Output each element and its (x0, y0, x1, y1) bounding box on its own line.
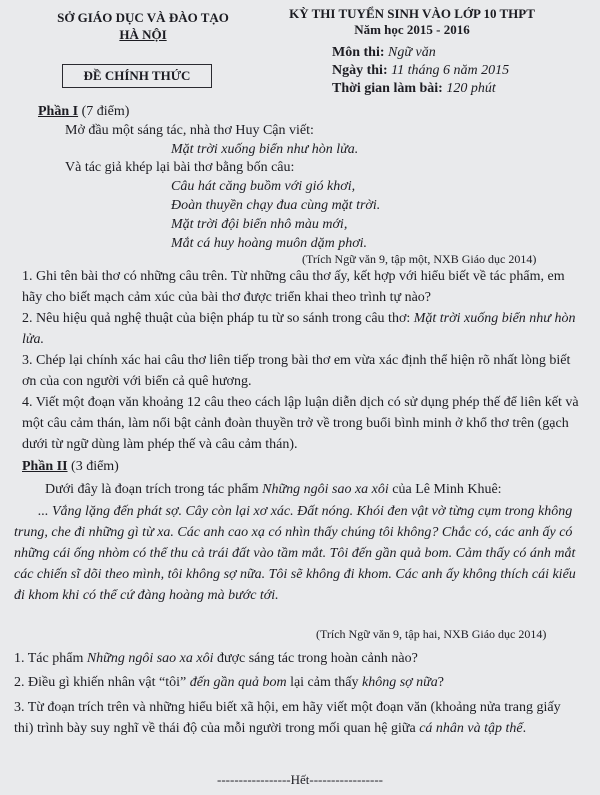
part1-question-3: 3. Chép lại chính xác hai câu thơ liên tiếp trong bài thơ em vừa xác định thể hiện rõ nhất lòng biết ơn của con người với biển cả quê hương. (22, 353, 571, 389)
official-exam-label: ĐỀ CHÍNH THỨC (62, 64, 212, 88)
date-label: Ngày thi: (332, 63, 388, 78)
part2-question-3: 3. Từ đoạn trích trên và những hiểu biết xã hội, em hãy viết một đoạn văn (khoảng nửa trang giấy thi) trình bày suy nghĩ về thái độ của mỗi người trong mối quan hệ giữa cá nhân và tập thể. (14, 700, 561, 736)
part2-excerpt: ... Vắng lặng đến phát sợ. Cây còn lại xơ xác. Đất nóng. Khói đen vật vờ từng cụm trong không trung, che đi những gì từ xa. Các anh cao xạ có nhìn thấy chúng tôi không? Chắc có, các anh ấy có những cái ống nhòm có thể thu cả trái đất vào tầm mắt. Tôi đến gần quả bom. Cảm thấy có ánh mắt các chiến sĩ dõi theo mình, tôi không sợ nữa. Tôi sẽ không đi khom. Các anh ấy không thích cái kiểu đi khom khi có thể cứ đàng hoàng mà bước tới. (14, 504, 576, 603)
date-value: 11 tháng 6 năm 2015 (391, 63, 510, 78)
time-value: 120 phút (446, 81, 496, 96)
exam-title: KỲ THI TUYỂN SINH VÀO LỚP 10 THPT (289, 6, 535, 21)
part1-question-1: 1. Ghi tên bài thơ có những câu trên. Từ những câu thơ ấy, kết hợp với hiểu biết về tác phẩm, em hãy cho biết mạch cảm xúc của bài thơ được triển khai theo trình tự nào? (22, 269, 565, 305)
verse-line-4: Mắt cá huy hoàng muôn dặm phơi. (171, 236, 368, 251)
part1-question-2-quote: Mặt trời xuống biển như hòn lửa. (22, 311, 576, 347)
part2-intro-work: Những ngôi sao xa xôi (262, 482, 389, 497)
part1-quote1: Mặt trời xuống biển như hòn lửa. (171, 142, 359, 157)
subject-label: Môn thi: (332, 45, 385, 60)
part2-question-1: 1. Tác phẩm Những ngôi sao xa xôi được sáng tác trong hoàn cảnh nào? (14, 651, 418, 666)
verse-line-1: Câu hát căng buồm với gió khơi, (171, 179, 356, 194)
verse-line-3: Mặt trời đội biển nhô màu mới, (171, 217, 348, 232)
part2-points: (3 điểm) (71, 459, 119, 474)
date-line (332, 63, 509, 79)
part1-intro2: Và tác giả khép lại bài thơ bằng bốn câu: (65, 160, 295, 175)
school-year: Năm học 2015 - 2016 (354, 22, 470, 37)
part1-source: (Trích Ngữ văn 9, tập một, NXB Giáo dục 2014) (302, 252, 537, 266)
part2-heading (22, 459, 119, 475)
part2-question-2: 2. Điều gì khiến nhân vật “tôi” đến gần quả bom lại cảm thấy không sợ nữa? (14, 675, 444, 690)
part1-question-4: 4. Viết một đoạn văn khoảng 12 câu theo cách lập luận diễn dịch có sử dụng phép thế để liên kết và một câu cảm thán, làm nổi bật cảnh đoàn thuyền trở về trong buổi bình minh ở khổ thơ trên (gạch dưới từ ngữ dùng làm phép thế và câu cảm thán). (22, 395, 579, 452)
part1-intro1: Mở đầu một sáng tác, nhà thơ Huy Cận viết: (65, 123, 314, 138)
part1-title: Phần I (38, 104, 79, 119)
verse-line-2: Đoàn thuyền chạy đua cùng mặt trời. (171, 198, 381, 213)
time-label: Thời gian làm bài: (332, 81, 443, 96)
department-city: HÀ NỘI (119, 27, 167, 42)
part1-question-2: 2. Nêu hiệu quả nghệ thuật của biện pháp tu từ so sánh trong câu thơ: Mặt trời xuống biển như hòn lửa. (22, 311, 576, 347)
part1-points: (7 điểm) (81, 104, 130, 119)
part2-intro: Dưới đây là đoạn trích trong tác phẩm Những ngôi sao xa xôi của Lê Minh Khuê: (45, 482, 502, 497)
end-marker: -----------------Hết----------------- (217, 772, 383, 787)
part2-title: Phần II (22, 459, 68, 474)
part2-source: (Trích Ngữ văn 9, tập hai, NXB Giáo dục 2014) (316, 627, 547, 641)
subject-line (332, 45, 436, 61)
subject-value: Ngữ văn (388, 45, 436, 60)
department-name: SỞ GIÁO DỤC VÀ ĐÀO TẠO (57, 10, 229, 25)
time-line (332, 81, 496, 97)
part1-heading (38, 104, 129, 120)
